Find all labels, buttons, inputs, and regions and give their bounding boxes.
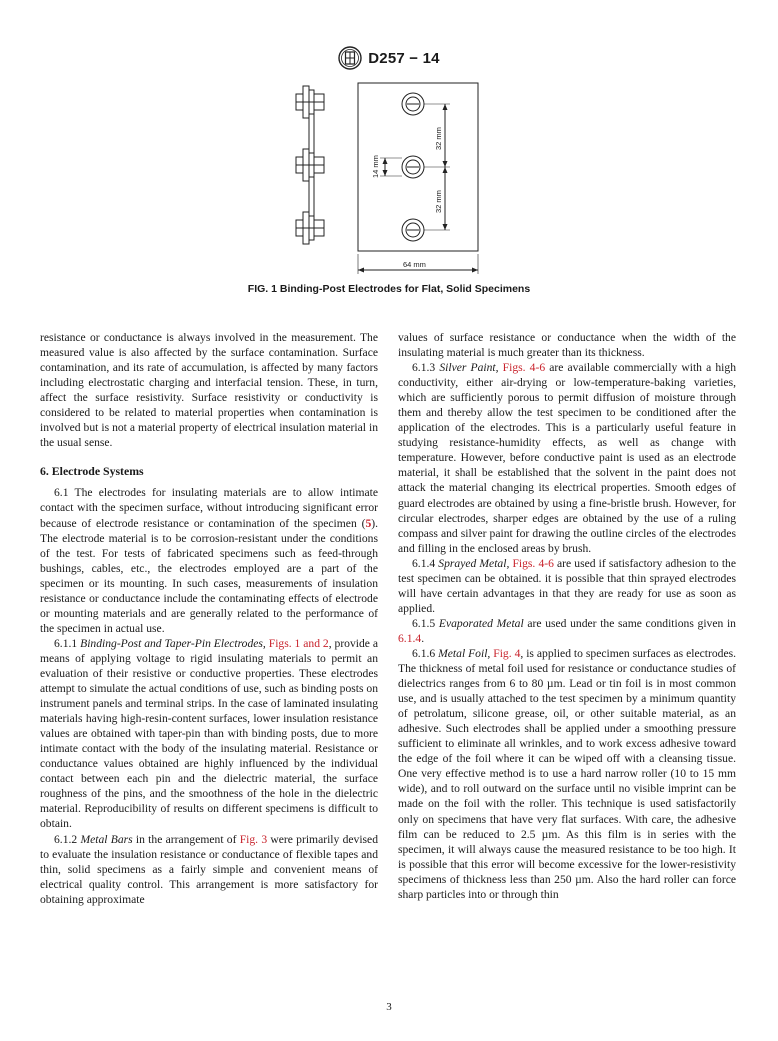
figure-1-diagram	[280, 78, 500, 278]
page-number: 3	[386, 1001, 392, 1013]
figs-4-6-link[interactable]: Figs. 4-6	[502, 361, 546, 375]
page-header	[0, 46, 778, 75]
paragraph-6-1-2: 6.1.2 Metal Bars in the arrangement of Fig. 3 were primarily devised to evaluate the insulation resistance or conductance of flexible tapes and thin, solid specimens as a fairly simple and convenient means of electrical quality control. This arrangement is more satisfactory for obtaining approximate	[40, 832, 378, 906]
paragraph-6-1-5: 6.1.5 Evaporated Metal are used under the same conditions given in 6.1.4.	[398, 616, 736, 645]
section-heading: 6. Electrode Systems	[40, 464, 144, 479]
section-6-1-4-link[interactable]: 6.1.4	[398, 631, 422, 645]
figure-caption: FIG. 1 Binding-Post Electrodes for Flat, Solid Specimens	[247, 283, 531, 295]
dim-label-14mm: 14 mm	[371, 155, 380, 178]
figs-1-2-link[interactable]: Figs. 1 and 2	[268, 636, 329, 650]
dim-label-64mm: 64 mm	[403, 260, 426, 269]
paragraph-6-1-6: 6.1.6 Metal Foil, Fig. 4, is applied to specimen surfaces as electrodes. The thickness of metal foil used for resistance or conductance studies of dielectrics ranges from 6 to 80 µm. Lead or tin foil is in most common use, and is usually attached to the test specimen by a minimum quantity of petrolatum, silicone grease, oil, or other suitable material, as an adhesive. Such electrodes shall be applied under a smoothing pressure sufficient to eliminate all wrinkles, and to work excess adhesive toward the edge of the foil where it can be wiped off with a cleansing tissue. One very effective method is to use a hard narrow roller (10 to 15 mm wide), and to roll outward on the surface until no visible imprint can be made on the foil with the roller. This technique is used satisfactorily only on specimens that have very flat surfaces. With care, the adhesive film can be reduced to 2.5 µm. As this film is in series with the specimen, it will always cause the measured resistance to be too high. It is possible that this error will become excessive for the lower-resistivity specimens of thickness less than 250 µm. Also the hard roller can force sharp particles into or through thin	[398, 646, 736, 901]
dim-label-32mm-bottom: 32 mm	[434, 190, 443, 213]
paragraph-6-1-3: 6.1.3 Silver Paint, Figs. 4-6 are available commercially with a high conductivity, either air-drying or low-temperature-baking varieties, which are sufficiently porous to permit diffusion of moisture through them and thereby allow the test specimen to be conditioned after the application of the electrodes. This is a particularly useful feature in studying resistance-humidity effects, as well as change with temperature. However, before conductive paint is used as an electrode material, it shall be established that the solvent in the paint does not attack the material changing its electrical properties. Smooth edges of guard electrodes are obtained by using a fine-bristle brush. However, for circular electrodes, sharper edges are obtained by the use of a ruling compass and silver paint for drawing the outline circles of the electrodes and filling in the enclosed areas by brush.	[398, 361, 736, 555]
reference-link[interactable]: 5	[365, 516, 372, 530]
right-column	[398, 330, 736, 902]
paragraph-continued: resistance or conductance is always involved in the measurement. The measured value is also affected by the surface contamination. Surface contamination, and its rate of accumulation, is affected by many factors including electrostatic charging and interfacial tension. These, in turn, affect the surface resistivity. Surface resistivity or conductivity is considered to be related to material properties when contamination is involved but is not a material property of electrical insulation material in the usual sense.	[40, 331, 378, 450]
paragraph-continued-right: values of surface resistance or conductance when the width of the insulating material is much greater than its thickness.	[398, 331, 736, 360]
left-column	[40, 330, 378, 907]
paragraph-6-1-4: 6.1.4 Sprayed Metal, Figs. 4-6 are used if satisfactory adhesion to the test specimen can be obtained. it is possible that thin sprayed electrodes will have certain advantages in that they are ready for use as soon as applied.	[398, 556, 736, 615]
fig-3-link[interactable]: Fig. 3	[239, 832, 268, 846]
fig-4-link[interactable]: Fig. 4	[493, 646, 521, 660]
paragraph-6-1: 6.1 The electrodes for insulating materials are to allow intimate contact with the specimen surface, without introducing significant error because of electrode resistance or contamination of the specimen (5). The electrode material is to be corrosion-resistant under the conditions of the test. For tests of fabricated specimens such as feed-through bushings, cables, etc., the electrodes employed are a part of the specimen or its mounting. In such cases, measurements of insulation resistance or conductance include the contaminating effects of electrode or mounting materials and are generally related to the performance of the specimen in actual use.	[40, 486, 378, 635]
paragraph-6-1-1: 6.1.1 Binding-Post and Taper-Pin Electrodes, Figs. 1 and 2, provide a means of applying voltage to rigid insulating materials to permit an evaluation of their resistive or conductive properties. These electrodes attempt to simulate the actual conditions of use, such as binding posts on instrument panels and terminal strips. In the case of laminated insulating materials having high-resin-content surfaces, lower insulation resistance values are obtained with taper-pin than with binding posts, due to more intimate contact with the body of the insulating material. Resistance or conductance values obtained are highly influenced by the individual contact between each pin and the dielectric material, the surface roughness of the pins, and the smoothness of the hole in the dielectric material. Reproducibility of results on different specimens is difficult to obtain.	[40, 636, 379, 831]
binding-post-side-view	[296, 86, 324, 244]
figs-4-6-link-2[interactable]: Figs. 4-6	[512, 556, 554, 570]
dim-label-32mm-top: 32 mm	[434, 127, 443, 150]
document-designation: D257 − 14	[368, 49, 440, 67]
astm-logo-icon	[338, 46, 362, 70]
